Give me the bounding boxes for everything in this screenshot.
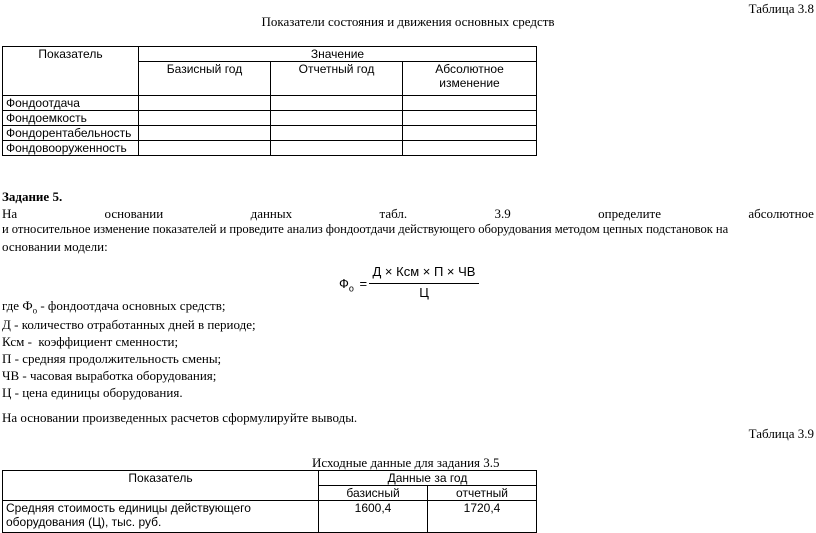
formula-equals: = bbox=[359, 276, 368, 291]
task-word: определите bbox=[598, 206, 661, 221]
table-3-9-header-base: базисный bbox=[319, 486, 428, 501]
row-label bbox=[3, 501, 319, 533]
table-row bbox=[3, 501, 537, 533]
task-word: абсолютное bbox=[748, 206, 814, 221]
legend-fo-pre: где Ф bbox=[2, 298, 33, 313]
table-3-8-label: Таблица 3.8 bbox=[748, 1, 814, 16]
table-3-9-label: Таблица 3.9 bbox=[748, 426, 814, 441]
cell-empty bbox=[271, 96, 403, 111]
table-3-9-header-report: отчетный bbox=[428, 486, 537, 501]
row-label: Фондовооруженность bbox=[3, 141, 139, 156]
row-label-line2: оборудования (Ц), тыс. руб. bbox=[6, 515, 162, 529]
task-word: На bbox=[2, 206, 18, 221]
legend-item: ЧВ - часовая выработка оборудования; bbox=[2, 368, 217, 383]
row-label-line1: Средняя стоимость единицы действующего bbox=[6, 501, 251, 515]
legend-fo bbox=[2, 298, 226, 316]
formula-lhs-subscript: о bbox=[348, 283, 354, 294]
row-value-base: 1600,4 bbox=[319, 501, 428, 533]
legend-item: П - средняя продолжительность смены; bbox=[2, 351, 222, 366]
cell-empty bbox=[139, 111, 271, 126]
table-3-8-header-value: Значение bbox=[139, 47, 537, 62]
conclusion: На основании произведенных расчетов сформулируйте выводы. bbox=[2, 410, 358, 425]
task-word: данных bbox=[250, 206, 293, 221]
row-value-report: 1720,4 bbox=[428, 501, 537, 533]
task-word: табл. bbox=[379, 206, 408, 221]
cell-empty bbox=[271, 141, 403, 156]
task-line-2: и относительное изменение показателей и проведите анализ фондоотдачи действующего оборудования методом цепных подстановок на bbox=[2, 222, 729, 236]
table-row bbox=[3, 126, 537, 141]
table-3-8-header-base: Базисный год bbox=[139, 62, 271, 96]
formula-numerator: Д × Ксм × П × ЧВ bbox=[372, 264, 476, 279]
formula-lhs bbox=[339, 276, 367, 294]
legend-item: Ц - цена единицы оборудования. bbox=[2, 385, 183, 400]
legend-item: Д - количество отработанных дней в периоде; bbox=[2, 317, 256, 332]
table-row bbox=[3, 111, 537, 126]
formula-lhs-symbol: Ф bbox=[339, 276, 349, 291]
cell-empty bbox=[403, 141, 537, 156]
cell-empty bbox=[403, 126, 537, 141]
table-3-8-title: Показатели состояния и движения основных средств bbox=[261, 14, 555, 29]
cell-empty bbox=[403, 96, 537, 111]
task-line-3: основании модели: bbox=[2, 239, 108, 254]
legend-fo-post: - фондоотдача основных средств; bbox=[37, 298, 226, 313]
table-3-9-header-indicator: Показатель bbox=[3, 471, 319, 501]
table-3-9-title: Исходные данные для задания 3.5 bbox=[312, 455, 500, 470]
table-3-8-header-indicator: Показатель bbox=[3, 47, 139, 96]
legend-fo-sub: о bbox=[32, 305, 38, 316]
cell-empty bbox=[139, 126, 271, 141]
row-label: Фондоотдача bbox=[3, 96, 139, 111]
table-row bbox=[3, 141, 537, 156]
table-3-8-header-abs bbox=[403, 62, 537, 96]
task-word: 3.9 bbox=[494, 206, 511, 221]
table-3-8 bbox=[2, 46, 537, 156]
cell-empty bbox=[139, 141, 271, 156]
task-word: основании bbox=[104, 206, 164, 221]
table-3-8-header-report: Отчетный год bbox=[271, 62, 403, 96]
legend-item: Ксм - коэффициент сменности; bbox=[2, 334, 179, 349]
table-3-9 bbox=[2, 470, 537, 533]
row-label: Фондоемкость bbox=[3, 111, 139, 126]
cell-empty bbox=[271, 126, 403, 141]
header-abs-line2: изменение bbox=[439, 76, 500, 90]
task-heading: Задание 5. bbox=[2, 189, 63, 204]
table-3-9-header-data: Данные за год bbox=[319, 471, 537, 486]
cell-empty bbox=[403, 111, 537, 126]
task-line-1 bbox=[2, 206, 814, 222]
formula-denominator: Ц bbox=[419, 285, 429, 300]
row-label: Фондорентабельность bbox=[3, 126, 139, 141]
table-row bbox=[3, 96, 537, 111]
header-abs-line1: Абсолютное bbox=[435, 62, 504, 76]
cell-empty bbox=[139, 96, 271, 111]
cell-empty bbox=[271, 111, 403, 126]
formula-fraction-bar bbox=[369, 283, 479, 284]
